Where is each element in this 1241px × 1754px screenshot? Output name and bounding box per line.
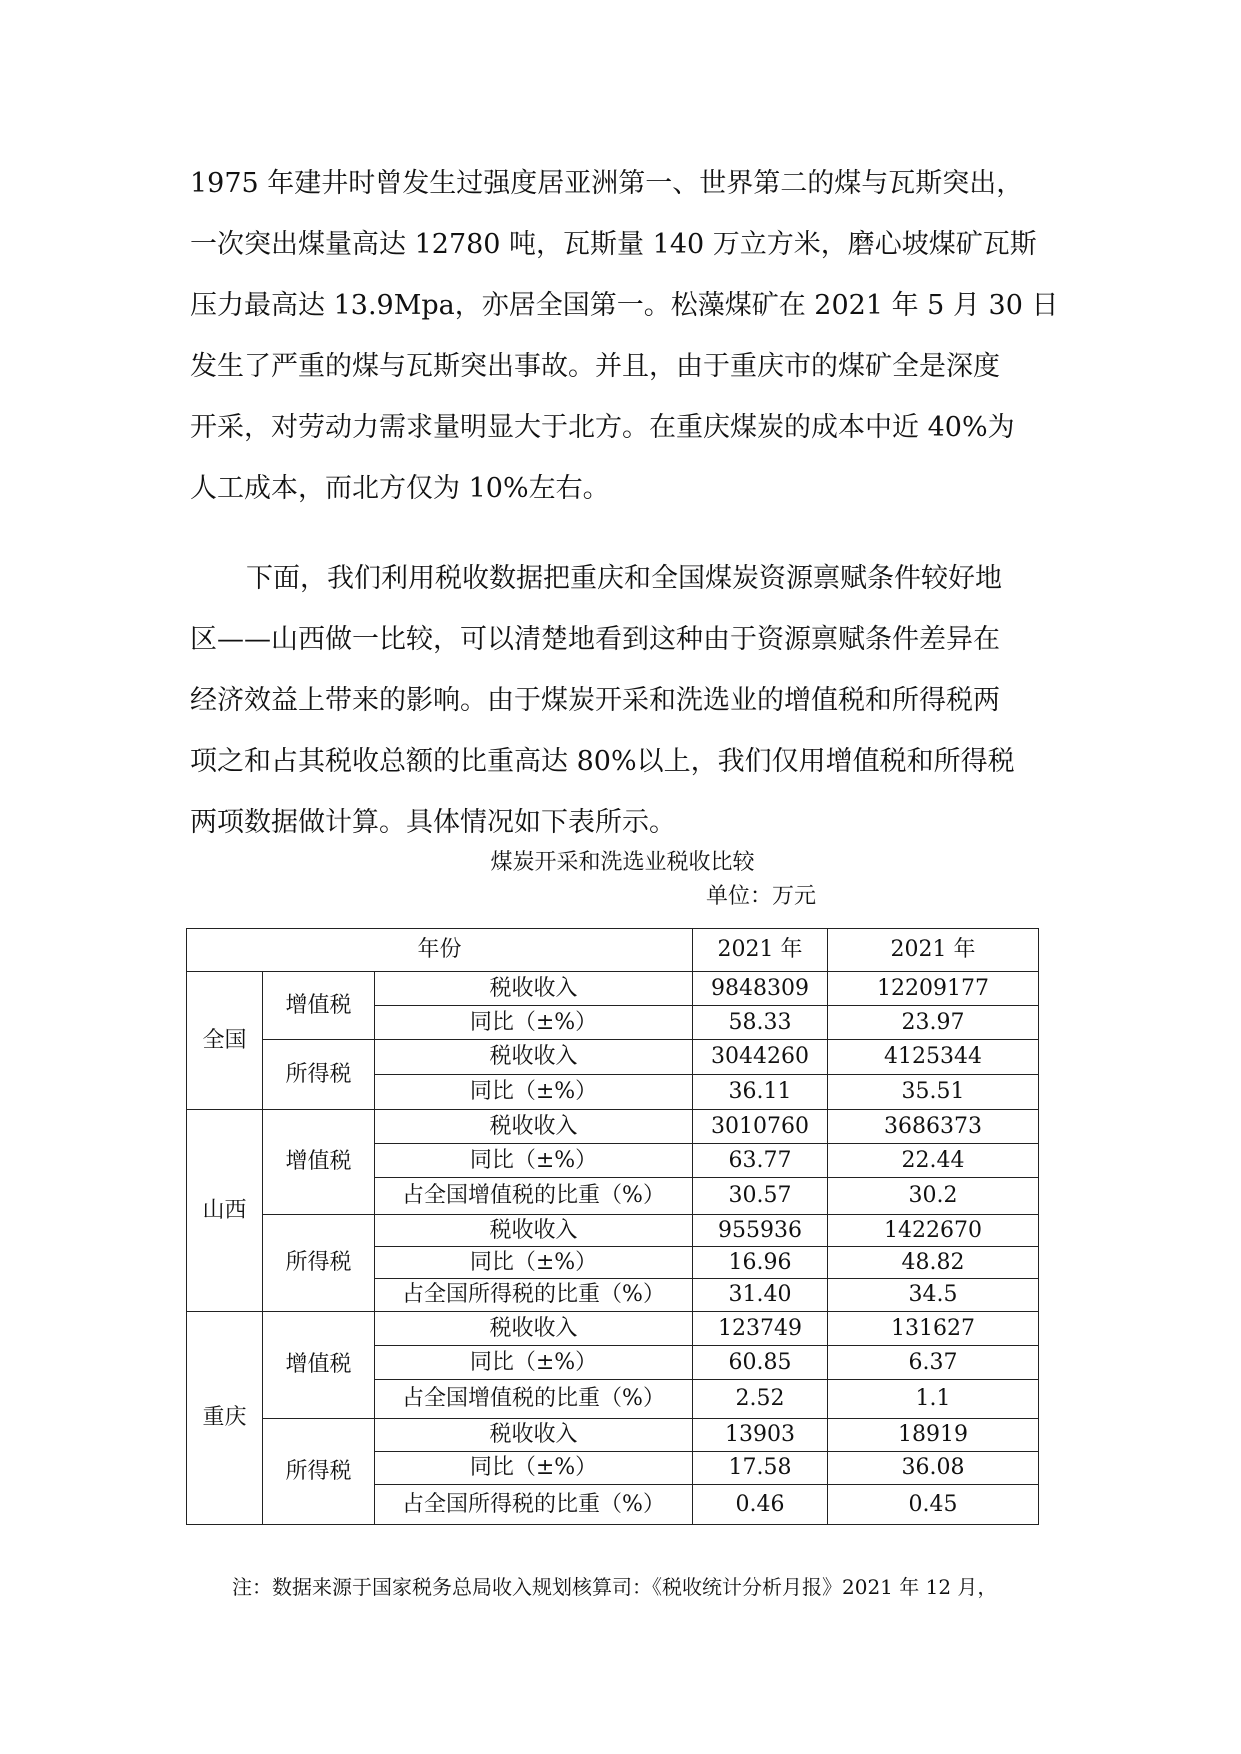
value-cell: 0.46: [693, 1485, 828, 1525]
table-row: [187, 972, 1039, 1006]
tax-type: 所得税: [263, 1419, 375, 1525]
value-cell: 4125344: [828, 1040, 1039, 1075]
table-row: [187, 1110, 1039, 1144]
table-row: [187, 1215, 1039, 1247]
item-cell: 同比（±%）: [375, 1247, 693, 1279]
paragraph-2: [190, 548, 1055, 853]
item-cell: 税收收入: [375, 1040, 693, 1075]
text-line: 压力最高达 13.9Mpa，亦居全国第一。松藻煤矿在 2021 年 5 月 30 日: [190, 290, 1059, 321]
value-cell: 22.44: [828, 1144, 1039, 1178]
item-cell: 税收收入: [375, 1312, 693, 1346]
item-cell: 占全国所得税的比重（%）: [375, 1279, 693, 1312]
value-cell: 30.2: [828, 1178, 1039, 1215]
value-cell: 17.58: [693, 1452, 828, 1485]
table-unit: 单位：万元: [706, 884, 817, 909]
table-row: [187, 1040, 1039, 1075]
text-line: 一次突出煤量高达 12780 吨，瓦斯量 140 万立方米，磨心坡煤矿瓦斯: [190, 229, 1037, 260]
value-cell: 23.97: [828, 1006, 1039, 1040]
value-cell: 30.57: [693, 1178, 828, 1215]
item-cell: 税收收入: [375, 972, 693, 1006]
table-note: 注：数据来源于国家税务总局收入规划核算司：《税收统计分析月报》2021 年 12 月，: [232, 1575, 998, 1599]
value-cell: 955936: [693, 1215, 828, 1247]
value-cell: 123749: [693, 1312, 828, 1346]
item-cell: 占全国增值税的比重（%）: [375, 1380, 693, 1419]
table-row: [187, 1312, 1039, 1346]
table-row: [187, 1419, 1039, 1452]
item-cell: 同比（±%）: [375, 1144, 693, 1178]
header-col2: 2021 年: [828, 929, 1039, 972]
value-cell: 16.96: [693, 1247, 828, 1279]
tax-type: 增值税: [263, 1312, 375, 1419]
text-line: 下面，我们利用税收数据把重庆和全国煤炭资源禀赋条件较好地: [246, 563, 1002, 594]
item-cell: 占全国增值税的比重（%）: [375, 1178, 693, 1215]
value-cell: 131627: [828, 1312, 1039, 1346]
value-cell: 36.08: [828, 1452, 1039, 1485]
text-line: 区——山西做一比较，可以清楚地看到这种由于资源禀赋条件差异在: [190, 624, 1000, 655]
item-cell: 税收收入: [375, 1419, 693, 1452]
value-cell: 48.82: [828, 1247, 1039, 1279]
item-cell: 税收收入: [375, 1110, 693, 1144]
value-cell: 13903: [693, 1419, 828, 1452]
item-cell: 同比（±%）: [375, 1006, 693, 1040]
tax-type: 增值税: [263, 1110, 375, 1215]
value-cell: 58.33: [693, 1006, 828, 1040]
tax-type: 所得税: [263, 1215, 375, 1312]
item-cell: 同比（±%）: [375, 1075, 693, 1110]
value-cell: 2.52: [693, 1380, 828, 1419]
text-line: 发生了严重的煤与瓦斯突出事故。并且，由于重庆市的煤矿全是深度: [190, 351, 1000, 382]
table-header-row: [187, 929, 1039, 972]
text-line: 开采，对劳动力需求量明显大于北方。在重庆煤炭的成本中近 40%为: [190, 412, 1015, 443]
item-cell: 占全国所得税的比重（%）: [375, 1485, 693, 1525]
value-cell: 36.11: [693, 1075, 828, 1110]
item-cell: 同比（±%）: [375, 1346, 693, 1380]
value-cell: 6.37: [828, 1346, 1039, 1380]
value-cell: 3686373: [828, 1110, 1039, 1144]
paragraph-1: [190, 153, 1059, 519]
value-cell: 18919: [828, 1419, 1039, 1452]
text-line: 人工成本，而北方仅为 10%左右。: [190, 473, 610, 504]
text-line: 两项数据做计算。具体情况如下表所示。: [190, 807, 676, 838]
tax-type: 增值税: [263, 972, 375, 1040]
value-cell: 9848309: [693, 972, 828, 1006]
region-quanguo: 全国: [187, 972, 263, 1110]
region-shanxi: 山西: [187, 1110, 263, 1312]
value-cell: 34.5: [828, 1279, 1039, 1312]
value-cell: 31.40: [693, 1279, 828, 1312]
value-cell: 3044260: [693, 1040, 828, 1075]
text-line: 1975 年建井时曾发生过强度居亚洲第一、世界第二的煤与瓦斯突出，: [190, 168, 1024, 199]
item-cell: 同比（±%）: [375, 1452, 693, 1485]
text-line: 项之和占其税收总额的比重高达 80%以上，我们仅用增值税和所得税: [190, 746, 1015, 777]
value-cell: 35.51: [828, 1075, 1039, 1110]
value-cell: 12209177: [828, 972, 1039, 1006]
item-cell: 税收收入: [375, 1215, 693, 1247]
region-chongqing: 重庆: [187, 1312, 263, 1525]
value-cell: 60.85: [693, 1346, 828, 1380]
value-cell: 3010760: [693, 1110, 828, 1144]
text-line: 经济效益上带来的影响。由于煤炭开采和洗选业的增值税和所得税两: [190, 685, 1000, 716]
table-title: 煤炭开采和洗选业税收比较: [490, 850, 755, 875]
value-cell: 1422670: [828, 1215, 1039, 1247]
value-cell: 0.45: [828, 1485, 1039, 1525]
header-year: 年份: [187, 929, 693, 972]
tax-type: 所得税: [263, 1040, 375, 1110]
header-col1: 2021 年: [693, 929, 828, 972]
value-cell: 63.77: [693, 1144, 828, 1178]
tax-comparison-table: [186, 928, 1039, 1525]
value-cell: 1.1: [828, 1380, 1039, 1419]
